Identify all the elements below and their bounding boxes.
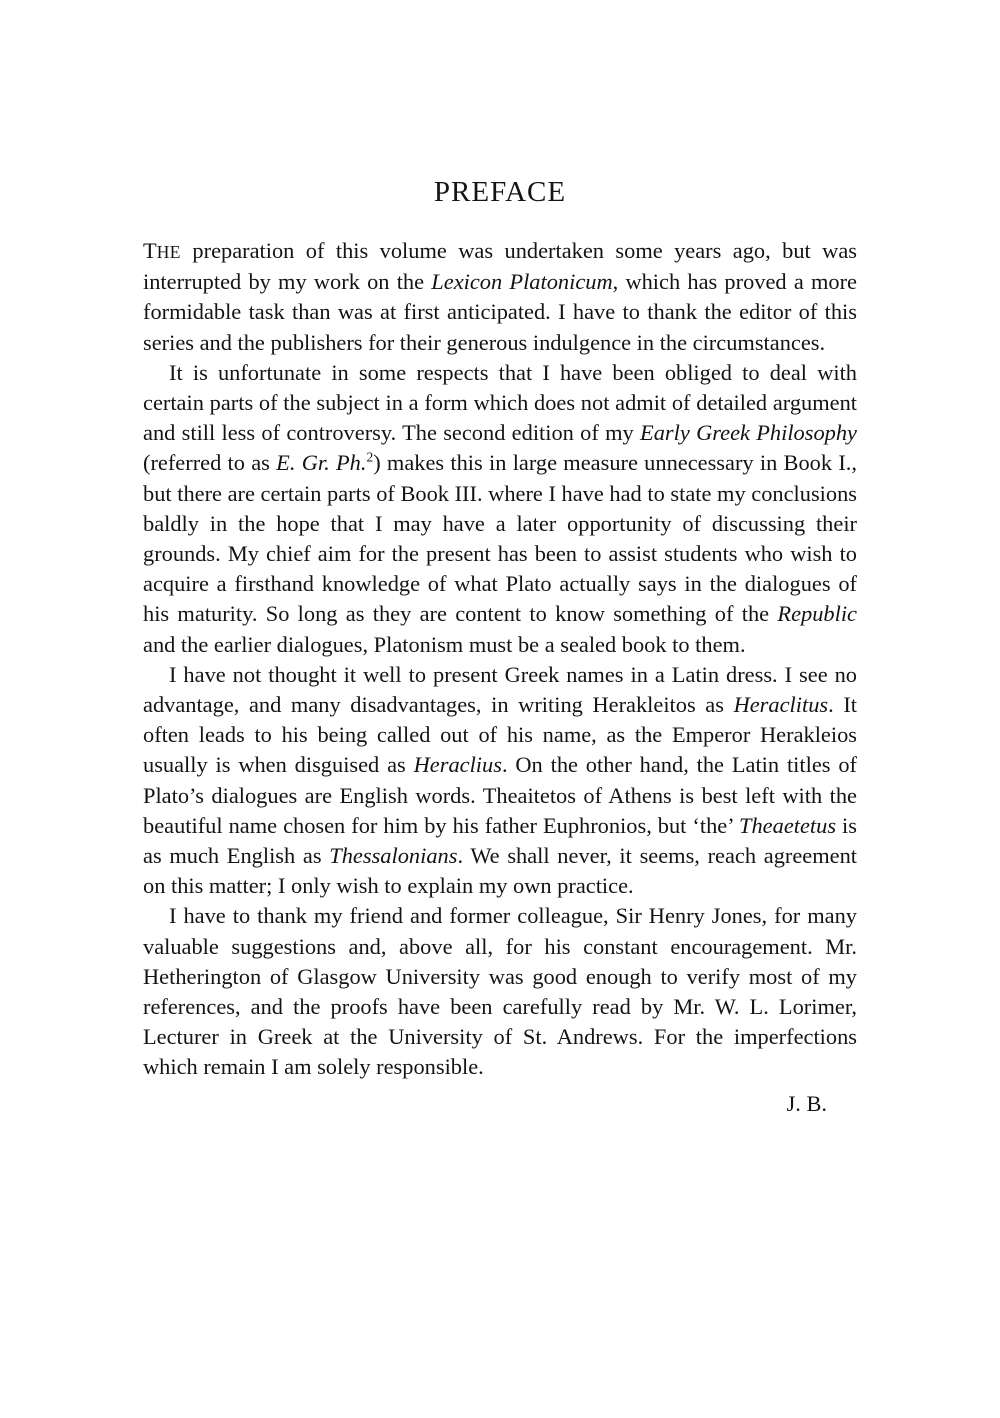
italic-abbrev: E. Gr. Ph. [276, 450, 367, 476]
italic-title: Thessalonians [329, 843, 458, 869]
paragraph-2 [143, 358, 857, 660]
small-caps-lead: HE [156, 242, 181, 262]
italic-name: Heraclitus [733, 692, 829, 718]
text-run: preparation of this volume was undertaken some years ago, but was interrupted by my work on the [143, 238, 857, 295]
text-run: . On the other hand, the Latin titles of Plato’s dialogues are English words. Theaitetos of Athens is best left with the beautiful name chosen for him by his father Euphronios, but ‘the’ [143, 752, 857, 838]
text-run: . It often leads to his being called out of his name, as the Emperor Herakleios usually is when disguised as [143, 692, 858, 778]
italic-name: Heraclius [413, 752, 502, 778]
text-run: ) makes this in large measure unnecessary in Book I., but there are certain parts of Book III. where I have had to state my conclusions baldly in the hope that I may have a later opportunity of discussing their grounds. My chief aim for the present has been to assist students who wish to acquire a firsthand knowledge of what Plato actually says in the dialogues of his maturity. So long as they are content to know something of the [143, 450, 857, 627]
italic-title: Theaetetus [739, 812, 837, 838]
text-run: I have not thought it well to present Greek names in a Latin dress. I see no advantage, and many disadvantages, in writing Herakleitos as [143, 661, 857, 718]
paragraph-4 [143, 901, 857, 1082]
italic-title: Early Greek Philosophy [640, 420, 857, 446]
document-page [143, 170, 857, 1119]
text-run: , which has proved a more formidable task than was at first anticipated. I have to thank the editor of this series and the publishers for their generous indulgence in the circumstances. [143, 269, 857, 355]
paragraph-1 [143, 236, 857, 358]
superscript: 2 [366, 449, 374, 465]
paragraph-3 [143, 660, 857, 902]
text-run: It is unfortunate in some respects that I have been obliged to deal with certain parts of the subject in a form which does not admit of detailed argument and still less of controversy. The second edition of my [143, 359, 857, 446]
signature: J. B. [786, 1090, 827, 1116]
text-run: I have to thank my friend and former colleague, Sir Henry Jones, for many valuable suggestions and, above all, for his constant encouragement. Mr. Hetherington of Glasgow University was good enough to verify most of my references, and the proofs have been carefully read by Mr. W. L. Lorimer, Lecturer in Greek at the University of St. Andrews. For the imperfections which remain I am solely responsible. [143, 903, 857, 1080]
page-title: PREFACE [433, 176, 567, 208]
italic-title: Republic [777, 601, 857, 627]
text-run: . We shall never, it seems, reach agreement on this matter; I only wish to explain my own practice. [143, 843, 858, 899]
italic-title: Lexicon Platonicum [431, 269, 613, 295]
drop-initial: T [143, 238, 157, 263]
text-run: is as much English as [143, 812, 857, 869]
text-run: (referred to as [143, 450, 277, 476]
text-run: and the earlier dialogues, Platonism must be a sealed book to them. [143, 631, 746, 657]
